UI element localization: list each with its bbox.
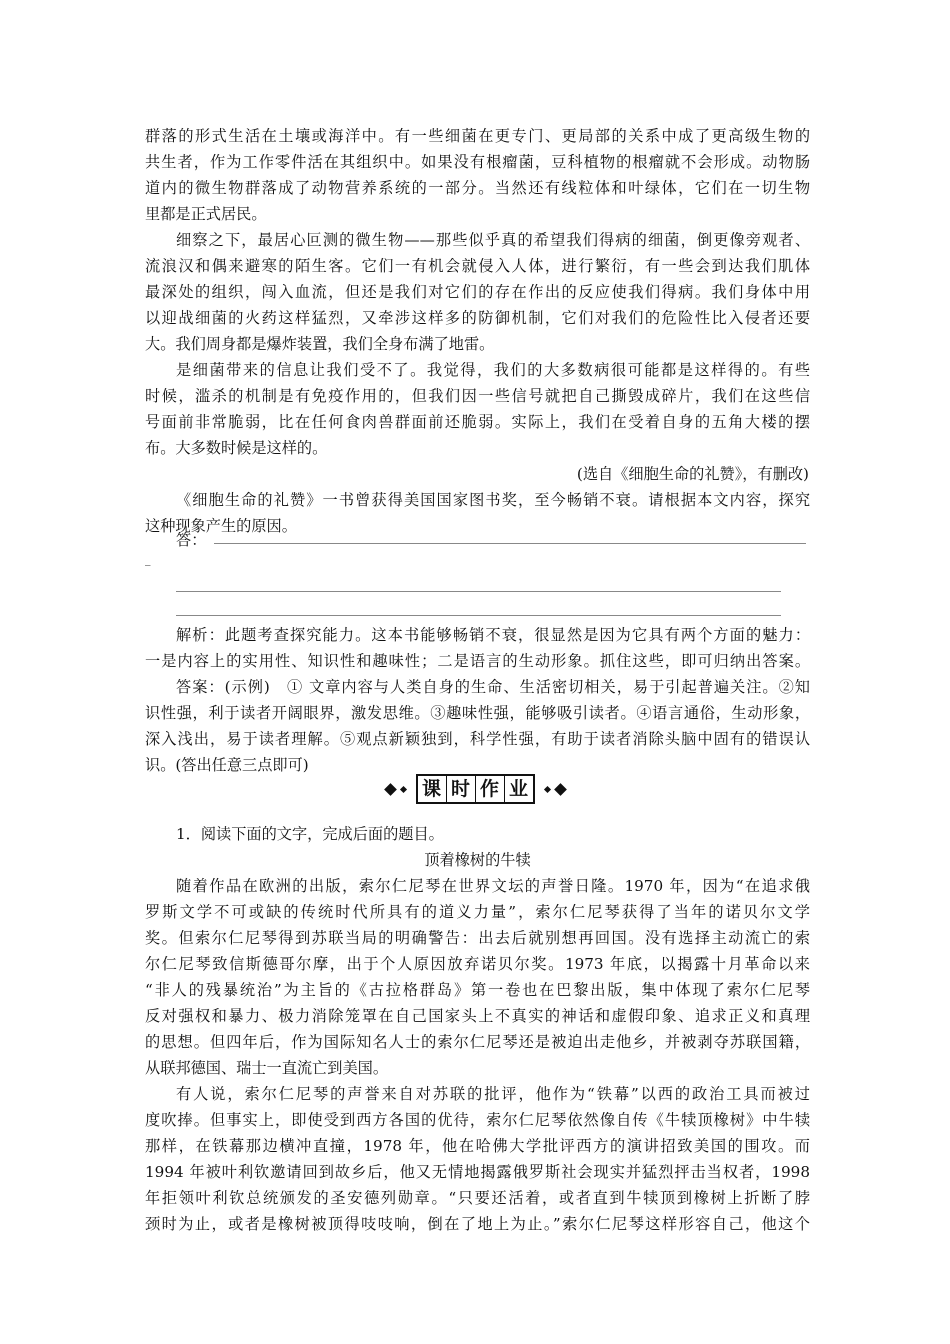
text-line: 共生者，作为工作零件活在其组织中。如果没有根瘤菌，豆科植物的根瘤就不会形成。动物肠 (145, 153, 810, 171)
text-line: 大。我们周身都是爆炸装置，我们全身布满了地雷。 (145, 335, 495, 353)
answer-text: 识性强，利于读者开阔眼界，激发思维。③趣味性强，能够吸引读者。④语言通俗，生动形象， (145, 704, 810, 722)
question-text: 这种现象产生的原因。 (145, 517, 297, 535)
section-title-char: 课 (418, 776, 447, 802)
diamond-ornament-icon (554, 783, 567, 796)
analysis-text: 解析：此题考查探究能力。这本书能够畅销不衰，很显然是因为它具有两个方面的魅力： (176, 626, 810, 644)
text-line: 1994 年被叶利钦邀请回到故乡后，他又无情地揭露俄罗斯社会现实并猛烈抨击当权者，1998 (145, 1163, 810, 1181)
section-title-char: 作 (476, 776, 505, 802)
text-line: 道内的微生物群落成了动物营养系统的一部分。当然还有线粒体和叶绿体，它们在一切生物 (145, 179, 810, 197)
answer-text: 深入浅出，易于读者理解。⑤观点新颖独到，科学性强，有助于读者消除头脑中固有的错误认 (145, 730, 810, 748)
question-prompt: 1．阅读下面的文字，完成后面的题目。 (176, 825, 444, 843)
answer-overflow-mark: _ (145, 553, 151, 566)
text-line: 是细菌带来的信息让我们受不了。我觉得，我们的大多数病很可能都是这样得的。有些 (176, 361, 810, 379)
text-line: 时候，滥杀的机制是有免疫作用的，但我们因一些信号就把自己撕毁成碎片，我们在这些信 (145, 387, 810, 405)
text-line: 年拒领叶利钦总统颁发的圣安德列勋章。“只要还活着，或者直到牛犊顶到橡树上折断了脖 (145, 1189, 810, 1207)
text-line: 罗斯文学不可或缺的传统时代所具有的道义力量”，索尔仁尼琴获得了当年的诺贝尔文学 (145, 903, 810, 921)
answer-text: 识。(答出任意三点即可) (145, 756, 309, 774)
answer-blank-line (176, 615, 781, 616)
text-line: 奖。但索尔仁尼琴得到苏联当局的明确警告：出去后就别想再回国。没有选择主动流亡的索 (145, 929, 810, 947)
text-line: 尔仁尼琴致信斯德哥尔摩，出于个人原因放弃诺贝尔奖。1973 年底，以揭露十月革命以来 (145, 955, 810, 973)
source-citation: (选自《细胞生命的礼赞》，有删改) (576, 465, 809, 483)
text-line: 反对强权和暴力、极力消除笼罩在自己国家头上不真实的神话和虚假印象、追求正义和真理 (145, 1007, 810, 1025)
text-line: 以迎战细菌的火药这样猛烈，又牵涉这样多的防御机制，它们对我们的危险性比入侵者还要 (145, 309, 810, 327)
text-line: “非人的残暴统治”为主旨的《古拉格群岛》第一卷也在巴黎出版，集中体现了索尔仁尼琴 (145, 981, 810, 999)
text-line: 随着作品在欧洲的出版，索尔仁尼琴在世界文坛的声誉日隆。1970 年，因为“在追求俄 (176, 877, 810, 895)
text-line: 布。大多数时候是这样的。 (145, 439, 328, 457)
section-title-char: 业 (508, 778, 528, 800)
analysis-text: 一是内容上的实用性、知识性和趣味性；二是语言的生动形象。抓住这些，即可归纳出答案。 (145, 652, 810, 670)
text-line: 颈时为止，或者是橡树被顶得吱吱响，倒在了地上为止。”索尔仁尼琴这样形容自己，他这个 (145, 1215, 810, 1233)
section-title (416, 774, 535, 804)
text-line: 群落的形式生活在土壤或海洋中。有一些细菌在更专门、更局部的关系中成了更高级生物的 (145, 127, 810, 145)
question-text: 《细胞生命的礼赞》一书曾获得美国国家图书奖，至今畅销不衰。请根据本文内容，探究 (176, 491, 810, 509)
text-line: 细察之下，最居心叵测的微生物——那些似乎真的希望我们得病的细菌，倒更像旁观者、 (176, 231, 810, 249)
text-line: 的思想。但四年后，作为国际知名人士的索尔仁尼琴还是被迫出走他乡，并被剥夺苏联国籍， (145, 1033, 810, 1051)
text-line: 流浪汉和偶来避寒的陌生客。它们一有机会就侵入人体，进行繁衍，有一些会到达我们肌体 (145, 257, 810, 275)
answer-blank-line (214, 543, 806, 544)
answer-label: 答： (176, 531, 207, 549)
diamond-ornament-icon (399, 785, 406, 792)
text-line: 有人说，索尔仁尼琴的声誉来自对苏联的批评，他作为“铁幕”以西的政治工具而被过 (176, 1085, 810, 1103)
answer-blank-line (176, 591, 781, 592)
section-title-char: 时 (447, 776, 476, 802)
diamond-ornament-icon (384, 783, 397, 796)
diamond-ornament-icon (543, 785, 550, 792)
text-line: 里都是正式居民。 (145, 205, 267, 223)
section-heading (0, 772, 950, 806)
text-line: 最深处的组织，闯入血流，但还是我们对它们的存在作出的反应使我们得病。我们身体中用 (145, 283, 810, 301)
text-line: 那样，在铁幕那边横冲直撞，1978 年，他在哈佛大学批评西方的演讲招致美国的围攻。而 (145, 1137, 810, 1155)
text-line: 从联邦德国、瑞士一直流亡到美国。 (145, 1059, 388, 1077)
article-title: 顶着橡树的牛犊 (424, 851, 531, 869)
answer-text: 答案：(示例) ① 文章内容与人类自身的生命、生活密切相关，易于引起普遍关注。②知 (176, 678, 810, 696)
text-line: 度吹捧。但事实上，即使受到西方各国的优待，索尔仁尼琴依然像自传《牛犊顶橡树》中牛犊 (145, 1111, 810, 1129)
text-line: 号面前非常脆弱，比在任何食肉兽群面前还脆弱。实际上，我们在受着自身的五角大楼的摆 (145, 413, 810, 431)
